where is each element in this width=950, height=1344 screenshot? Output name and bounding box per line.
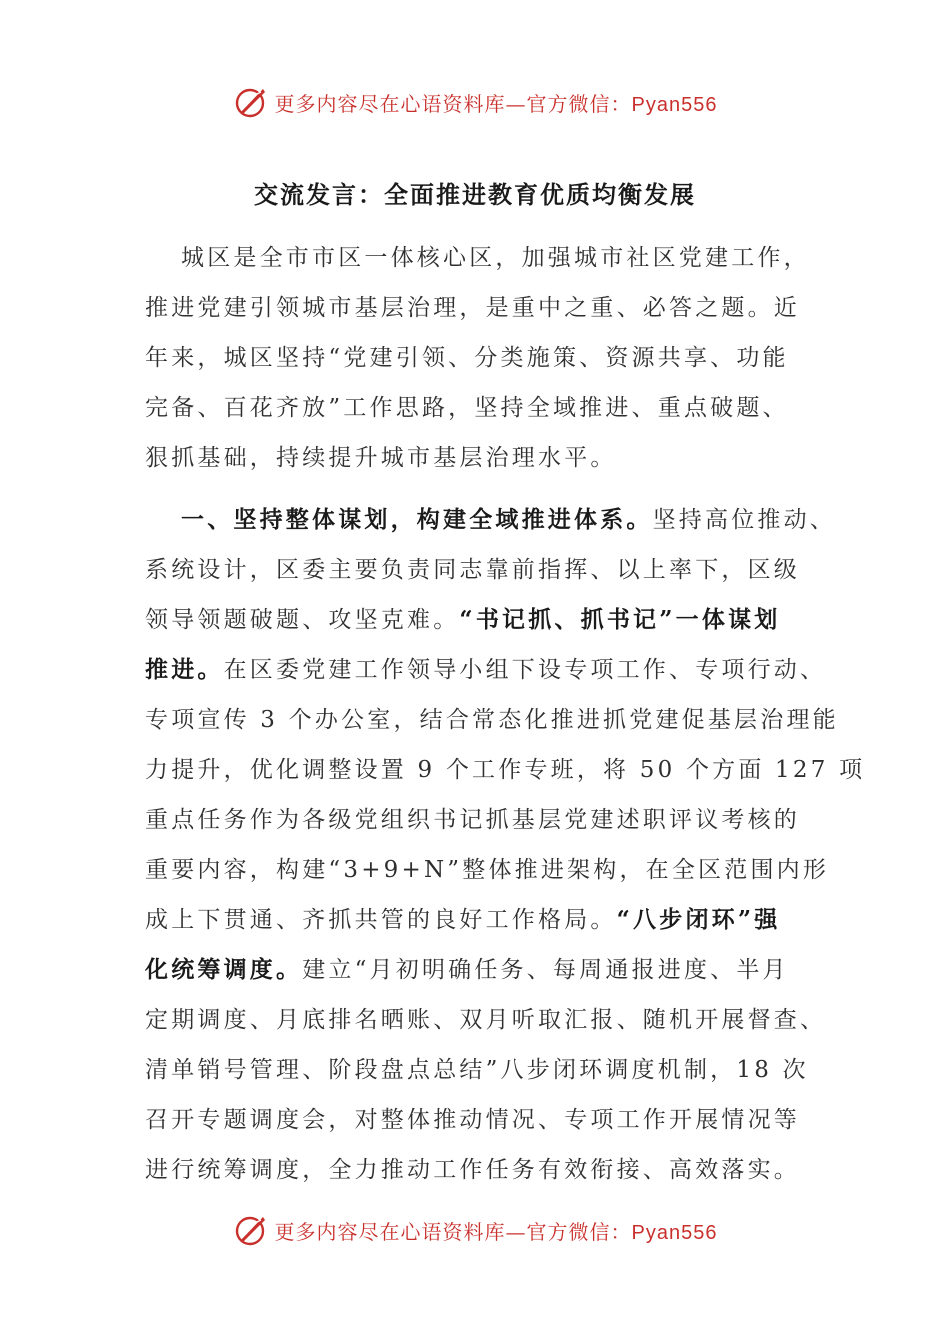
section1-line-2: 系统设计，区委主要负责同志靠前指挥、以上率下，区级: [145, 557, 800, 583]
intro-line-2: 推进党建引领城市基层治理，是重中之重、必答之题。近: [145, 295, 800, 321]
section1-line-11: 定期调度、月底排名晒账、双月听取汇报、随机开展督查、: [145, 1007, 827, 1033]
subheading-secretary: “书记抓、抓书记”一体谋划: [459, 606, 781, 633]
intro-line-5: 狠抓基础，持续提升城市基层治理水平。: [145, 445, 617, 471]
section1-line-6: 力提升，优化调整设置 9 个工作专班，将 50 个方面 127 项: [145, 757, 866, 783]
section1-line-1: 一、坚持整体谋划，构建全域推进体系。坚持高位推动、: [181, 506, 837, 533]
quill-logo-icon: [233, 84, 269, 120]
subheading-eight-steps: “八步闭环”强: [616, 906, 781, 933]
section1-line-3: 领导领题破题、攻坚克难。“书记抓、抓书记”一体谋划: [145, 606, 781, 633]
banner-text: 更多内容尽在心语资料库—官方微信：Pyan556: [274, 91, 718, 116]
section1-heading: 一、坚持整体谋划，构建全域推进体系。: [181, 506, 653, 533]
intro-line-4: 完备、百花齐放”工作思路，坚持全域推进、重点破题、: [145, 395, 789, 421]
section1-line-14: 进行统筹调度，全力推动工作任务有效衔接、高效落实。: [145, 1157, 800, 1183]
header-banner: [0, 82, 950, 122]
intro-line-3: 年来，城区坚持“党建引领、分类施策、资源共享、功能: [145, 345, 789, 371]
section1-line-5: 专项宣传 3 个办公室，结合常态化推进抓党建促基层治理能: [145, 707, 839, 733]
footer-banner: [0, 1210, 950, 1250]
section1-line-8: 重要内容，构建“3+9+N”整体推进架构，在全区范围内形: [145, 857, 830, 883]
section1-line-7: 重点任务作为各级党组织书记抓基层党建述职评议考核的: [145, 807, 800, 833]
intro-line-1: 城区是全市市区一体核心区，加强城市社区党建工作，: [181, 245, 810, 271]
section1-line-13: 召开专题调度会，对整体推动情况、专项工作开展情况等: [145, 1107, 800, 1133]
section1-line-12: 清单销号管理、阶段盘点总结”八步闭环调度机制，18 次: [145, 1057, 809, 1083]
section1-line-10: 化统筹调度。建立“月初明确任务、每周通报进度、半月: [145, 956, 789, 983]
page-title: 交流发言：全面推进教育优质均衡发展: [254, 180, 696, 209]
banner-text: 更多内容尽在心语资料库—官方微信：Pyan556: [274, 1219, 718, 1244]
quill-logo-icon: [233, 1212, 269, 1248]
section1-line-9: 成上下贯通、齐抓共管的良好工作格局。“八步闭环”强: [145, 906, 781, 933]
section1-line-4: 推进。在区委党建工作领导小组下设专项工作、专项行动、: [145, 656, 827, 683]
